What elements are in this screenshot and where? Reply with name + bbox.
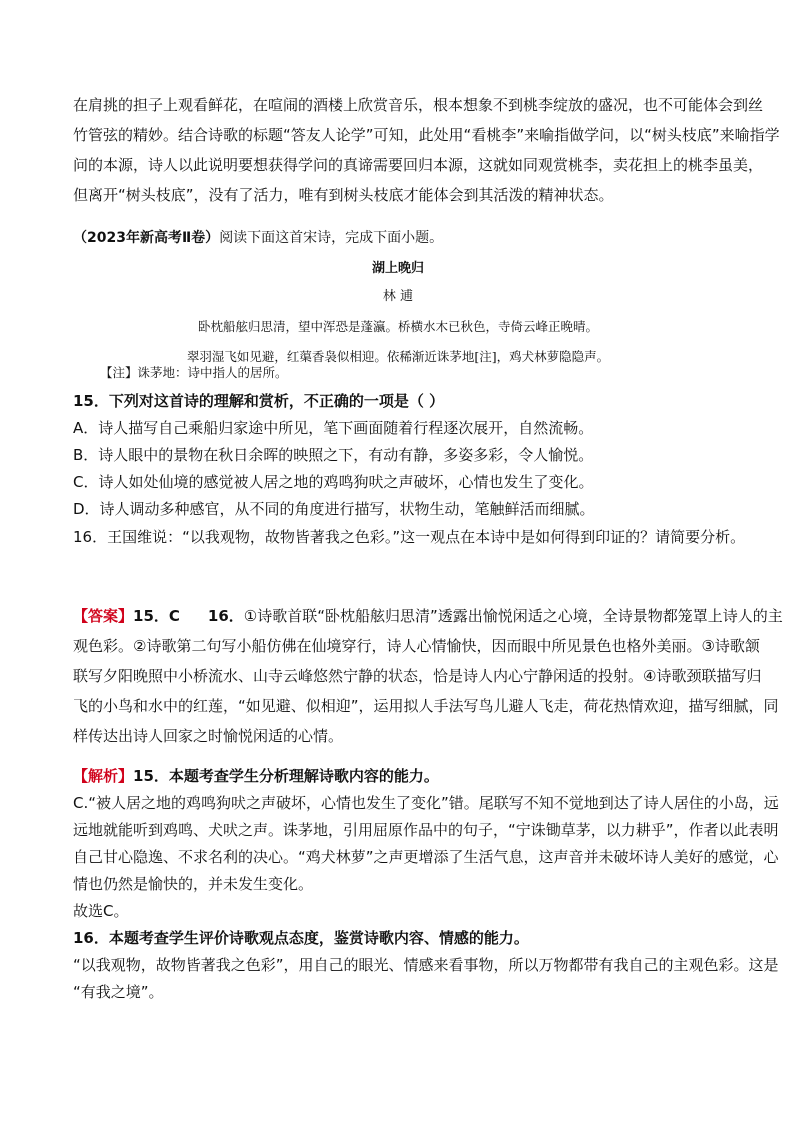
analysis-line: C.“被人居之地的鸡鸣狗吠之声破坏，心情也发生了变化”错。尾联写不知不觉地到达了诗人居住的小岛，远 [73, 794, 779, 812]
q15-option-d: D．诗人调动多种感官，从不同的角度进行描写，状物生动，笔触鲜活而细腻。 [73, 500, 595, 518]
paragraph-line: 在肩挑的担子上观看鲜花，在喧闹的酒楼上欣赏音乐，根本想象不到桃李绽放的盛况，也不可能体会到丝 [73, 96, 764, 114]
answer-line: 联写夕阳晚照中小桥流水、山寺云峰悠然宁静的状态，恰是诗人内心宁静闲适的投射。④诗歌颈联描写归 [73, 667, 762, 685]
q15-stem: 15．下列对这首诗的理解和赏析，不正确的一项是（ ） [73, 392, 445, 410]
paragraph-line: 竹管弦的精妙。结合诗歌的标题“答友人论学”可知，此处用“看桃李”来喻指做学问，以“树头枝底”来喻指学 [73, 126, 780, 144]
q15-option-c: C．诗人如处仙境的感觉被人居之地的鸡鸣狗吠之声破坏，心情也发生了变化。 [73, 473, 594, 491]
answer-block [73, 601, 783, 751]
analysis-label: 【解析】 [73, 767, 134, 785]
analysis-q15-head: 【解析】15．本题考查学生分析理解诗歌内容的能力。 [73, 767, 439, 785]
intro-text: 阅读下面这首宋诗，完成下面小题。 [219, 230, 444, 246]
question-intro [73, 227, 723, 247]
answer-line: 飞的小鸟和水中的红莲，“如见避、似相迎”，运用拟人手法写鸟儿避人飞走，荷花热情欢迎，描写细腻，同 [73, 697, 779, 715]
analysis-block [73, 763, 779, 1006]
answer-line: 观色彩。②诗歌第二句写小船仿佛在仙境穿行，诗人心情愉快，因而眼中所见景色也格外美丽。③诗歌颔 [73, 637, 760, 655]
exam-source: （2023年新高考Ⅱ卷） [73, 230, 220, 246]
analysis-line: “有我之境”。 [73, 983, 164, 1001]
poem-line: 卧枕船舷归思清，望中浑恐是蓬瀛。桥横水木已秋色，寺倚云峰正晚晴。 [197, 319, 598, 334]
paragraph-line: 但离开“树头枝底”，没有了活力，唯有到树头枝底才能体会到其活泼的精神状态。 [73, 186, 614, 204]
answer-line: 【答案】15．C 16．①诗歌首联“卧枕船舷归思清”透露出愉悦闲适之心境，全诗景物都笼罩上诗人的主 [73, 607, 783, 625]
analysis-line: 自己甘心隐逸、不求名利的决心。“鸡犬林萝”之声更增添了生活气息，这声音并未破坏诗人美好的感觉，心 [73, 848, 779, 866]
paragraph-line: 问的本源，诗人以此说明要想获得学问的真谛需要回归本源，这就如同观赏桃李，卖花担上的桃李虽美， [73, 156, 764, 174]
poem-line: 翠羽湿飞如见避，红蕖香袅似相迎。依稀渐近诛茅地[注]，鸡犬林萝隐隐声。 [186, 349, 610, 364]
q15-option-a: A．诗人描写自己乘船归家途中所见，笔下画面随着行程逐次展开，自然流畅。 [73, 419, 594, 437]
top-paragraph [73, 90, 780, 210]
poem [73, 256, 723, 372]
q16-stem: 16．王国维说：“以我观物，故物皆著我之色彩。”这一观点在本诗中是如何得到印证的？请简要分析。 [73, 528, 746, 546]
answer-label: 【答案】 [73, 607, 134, 625]
poem-note: 【注】诛茅地：诗中指人的居所。 [100, 365, 288, 380]
poem-author: 林 逋 [382, 289, 414, 304]
analysis-line: 情也仍然是愉快的，并未发生变化。 [73, 875, 314, 893]
analysis-line: “以我观物，故物皆著我之色彩”，用自己的眼光、情感来看事物，所以万物都带有我自己的主观色彩。这是 [73, 956, 779, 974]
answer-q15: 15．C [133, 607, 180, 625]
analysis-choice: 故选C。 [73, 902, 129, 920]
answer-q16: 16． [207, 607, 244, 625]
poem-title: 湖上晚归 [371, 261, 424, 276]
questions [73, 388, 746, 551]
q15-option-b: B．诗人眼中的景物在秋日余晖的映照之下，有动有静，多姿多彩，令人愉悦。 [73, 446, 594, 464]
analysis-line: 远地就能听到鸡鸣、犬吠之声。诛茅地，引用屈原作品中的句子，“宁诛锄草茅，以力耕乎”，作者以此表明 [73, 821, 779, 839]
analysis-q16-head: 16．本题考查学生评价诗歌观点态度，鉴赏诗歌内容、情感的能力。 [73, 929, 529, 947]
answer-line: 样传达出诗人回家之时愉悦闲适的心情。 [73, 727, 344, 745]
